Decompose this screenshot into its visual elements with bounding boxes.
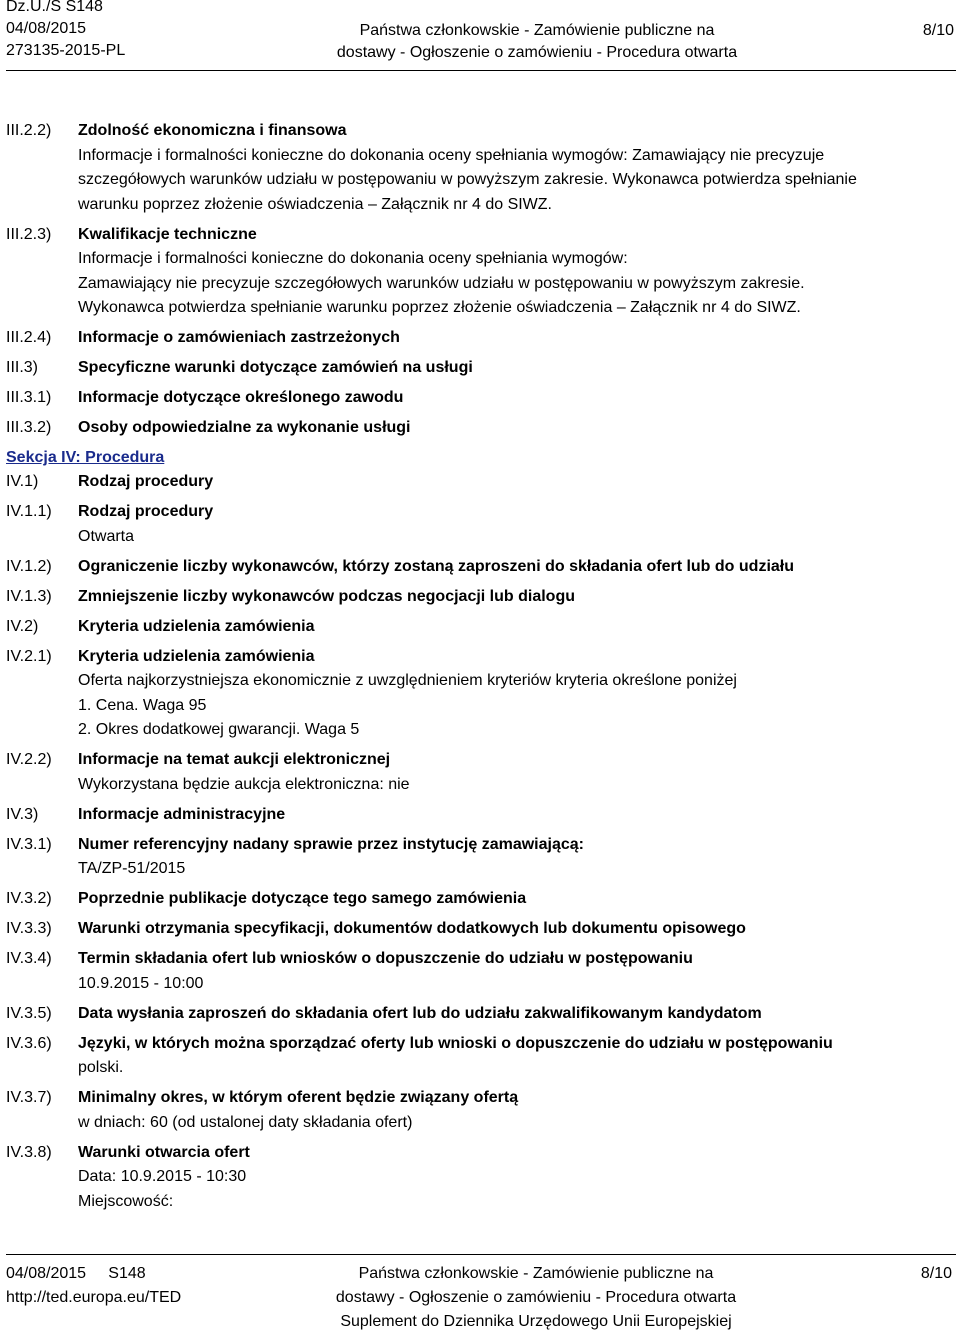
header-date: 04/08/2015 (6, 20, 87, 37)
section-number: IV.3.3) (6, 920, 52, 937)
section-title: Ograniczenie liczby wykonawców, którzy zostaną zaproszeni do składania ofert lub do udziału (78, 557, 794, 575)
section-text: Informacje i formalności konieczne do dokonania oceny spełniania wymogów: (78, 250, 628, 267)
section-text: polski. (78, 1059, 124, 1076)
page-header (6, 0, 958, 70)
section-text: 10.9.2015 - 10:00 (78, 974, 204, 992)
section-number: IV.3.5) (6, 1004, 52, 1022)
footer-center (306, 1262, 766, 1334)
section-title: Warunki otwarcia ofert (78, 1143, 250, 1161)
section-number: IV.3.6) (6, 1034, 52, 1052)
section-title: Osoby odpowiedzialne za wykonanie usługi (78, 419, 411, 436)
section-text: TA/ZP-51/2015 (78, 860, 186, 877)
section-number: III.2.2) (6, 122, 52, 139)
section-number: IV.3.1) (6, 835, 52, 853)
section-item (6, 470, 956, 495)
section-item (6, 645, 956, 743)
section-title: Zmniejszenie liczby wykonawców podczas negocjacji lub dialogu (78, 587, 575, 605)
section-title: Rodzaj procedury (78, 473, 214, 490)
section-title: Kryteria udzielenia zamówienia (78, 647, 315, 665)
section-item (6, 416, 956, 441)
section-number: IV.1.2) (6, 557, 52, 575)
footer-link[interactable]: http://ted.europa.eu/TED (6, 1289, 182, 1306)
header-center (314, 20, 760, 64)
section-text: Oferta najkorzystniejsza ekonomicznie z uwzględnieniem kryteriów kryteria określone poniżej (78, 672, 737, 689)
section-title: Kryteria udzielenia zamówienia (78, 617, 315, 635)
section-number: III.3.1) (6, 389, 52, 406)
section-number: IV.1) (6, 473, 39, 490)
section-title: Języki, w których można sporządzać oferty lub wnioski o dopuszczenie do udziału w postępowaniu (78, 1034, 833, 1052)
section-item (6, 500, 956, 549)
section-title: Minimalny okres, w którym oferent będzie związany ofertą (78, 1089, 519, 1106)
section-title: Specyficzne warunki dotyczące zamówień na usługi (78, 359, 473, 376)
section-title: Data wysłania zaproszeń do składania ofert lub do udziału zakwalifikowanym kandydatom (78, 1004, 762, 1022)
section-number: IV.3.2) (6, 890, 52, 907)
section-text: 2. Okres dodatkowej gwarancji. Waga 5 (78, 721, 360, 738)
section-number: IV.3.4) (6, 950, 52, 967)
section-number: IV.3.8) (6, 1143, 52, 1161)
section-number: IV.3) (6, 805, 39, 823)
footer-page-number: 8/10 (920, 1265, 952, 1282)
section-number: III.2.3) (6, 225, 52, 243)
header-title-line-2: dostawy - Ogłoszenie o zamówieniu - Procedura otwarta (336, 44, 738, 61)
section-item (6, 326, 956, 351)
section-title: Rodzaj procedury (78, 503, 214, 520)
section-item (6, 803, 956, 828)
section-number: IV.1.1) (6, 503, 52, 520)
journal-id: Dz.U./S S148 (6, 0, 103, 15)
section-item (6, 1086, 956, 1135)
section-heading-wrapper (6, 446, 956, 470)
section-title: Warunki otrzymania specyfikacji, dokumentów dodatkowych lub dokumentu opisowego (78, 920, 746, 937)
header-divider (6, 70, 956, 71)
section-number: IV.2) (6, 617, 39, 635)
header-title-line-1: Państwa członkowskie - Zamówienie publiczne na (359, 22, 715, 39)
section-text: szczegółowych warunków udziału w postępowaniu w powyższym zakresie. Wykonawca potwierdza spełnianie (78, 171, 857, 188)
section-item (6, 947, 956, 996)
section-item (6, 356, 956, 381)
section-text: Otwarta (78, 527, 135, 545)
section-title: Poprzednie publikacje dotyczące tego samego zamówienia (78, 890, 527, 907)
section-title: Informacje na temat aukcji elektronicznej (78, 751, 391, 768)
section-text: Wykonawca potwierdza spełnianie warunku poprzez złożenie oświadczenia – Załącznik nr 4 do SIWZ. (78, 299, 801, 316)
section-title: Numer referencyjny nadany sprawie przez instytucję zamawiającą: (78, 835, 584, 853)
header-left (6, 0, 125, 62)
footer-divider (6, 1254, 956, 1255)
section-title: Informacje administracyjne (78, 805, 286, 823)
footer-left (6, 1262, 181, 1310)
section-title: Termin składania ofert lub wniosków o dopuszczenie do udziału w postępowaniu (78, 950, 693, 967)
section-number: IV.3.7) (6, 1089, 52, 1106)
section-number: IV.2.1) (6, 647, 52, 665)
section-item (6, 917, 956, 942)
section-number: IV.1.3) (6, 587, 52, 605)
section-number: III.3.2) (6, 419, 52, 436)
section-item (6, 887, 956, 912)
section-text: w dniach: 60 (od ustalonej daty składania ofert) (78, 1113, 413, 1131)
notice-number: 273135-2015-PL (6, 42, 126, 59)
footer-date: 04/08/2015 S148 (6, 1265, 146, 1282)
section-item (6, 555, 956, 580)
section-number: IV.2.2) (6, 751, 52, 768)
section-item (6, 386, 956, 411)
section-item (6, 1032, 956, 1081)
section-title: Zdolność ekonomiczna i finansowa (78, 122, 347, 139)
section-title: Informacje dotyczące określonego zawodu (78, 389, 404, 406)
page-number: 8/10 (922, 22, 954, 39)
page-footer (6, 1262, 956, 1334)
section-heading: Sekcja IV: Procedura (6, 449, 165, 466)
section-item (6, 1141, 956, 1215)
section-item (6, 833, 956, 882)
section-text: 1. Cena. Waga 95 (78, 696, 207, 714)
section-text: Wykorzystana będzie aukcja elektroniczna: nie (78, 775, 410, 793)
footer-title-line-2: dostawy - Ogłoszenie o zamówieniu - Procedura otwarta (335, 1289, 737, 1306)
section-text: Informacje i formalności konieczne do dokonania oceny spełniania wymogów: Zamawiający nie precyzuje (78, 146, 825, 164)
section-item (6, 615, 956, 640)
section-title: Informacje o zamówieniach zastrzeżonych (78, 329, 400, 346)
footer-supplement: Suplement do Dziennika Urzędowego Unii Europejskiej (340, 1313, 732, 1330)
section-text: Data: 10.9.2015 - 10:30 (78, 1168, 247, 1185)
section-text: Miejscowość: (78, 1192, 174, 1210)
section-item (6, 1002, 956, 1027)
section-item (6, 748, 956, 797)
document-body (6, 119, 956, 1220)
section-number: III.3) (6, 359, 39, 376)
footer-title-line-1: Państwa członkowskie - Zamówienie publiczne na (358, 1265, 714, 1282)
section-text: warunku poprzez złożenie oświadczenia – Załącznik nr 4 do SIWZ. (78, 195, 552, 213)
section-item (6, 223, 956, 321)
section-item (6, 119, 956, 217)
section-number: III.2.4) (6, 329, 52, 346)
section-item (6, 585, 956, 610)
section-text: Zamawiający nie precyzuje szczegółowych warunków udziału w postępowaniu w powyższym zakresie. (78, 274, 805, 292)
section-title: Kwalifikacje techniczne (78, 225, 257, 243)
